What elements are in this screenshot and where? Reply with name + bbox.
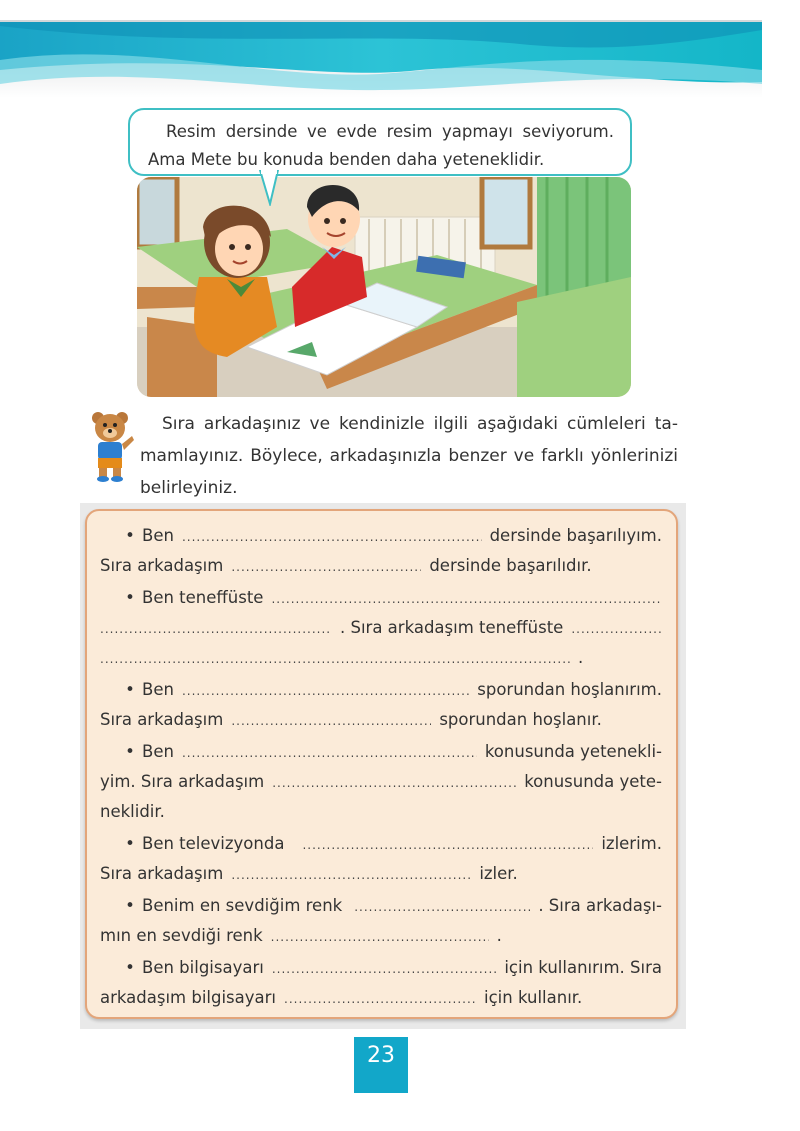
item-2-end: . xyxy=(578,648,584,667)
speech-bubble xyxy=(128,108,632,176)
exercise-line xyxy=(100,896,662,924)
fill-in-blank[interactable] xyxy=(271,592,662,606)
fill-in-blank[interactable] xyxy=(231,560,421,574)
item-4-start: Ben xyxy=(142,742,174,761)
item-4-line2-start: yim. Sıra arkadaşım xyxy=(100,772,265,791)
fill-in-blank[interactable] xyxy=(571,622,662,636)
exercise-line xyxy=(100,648,662,676)
exercise-line xyxy=(100,802,662,830)
instruction-line-2: mamlayınız. Böylece, arkadaşınızla benzer ve farklı yönlerinizi xyxy=(140,446,678,466)
exercise-line xyxy=(100,864,662,892)
item-5-end: izlerim. xyxy=(601,834,662,853)
exercise-line xyxy=(100,958,662,986)
instruction-line-1: Sıra arkadaşınız ve kendinizle ilgili aşağıdaki cümleleri ta- xyxy=(162,414,678,434)
page-number: 23 xyxy=(354,1037,408,1093)
fill-in-blank[interactable] xyxy=(271,930,489,944)
bullet: • xyxy=(125,526,135,545)
item-2-start: Ben teneffüste xyxy=(142,588,264,607)
exercise-line xyxy=(100,988,662,1016)
bullet: • xyxy=(125,588,135,607)
fill-in-blank[interactable] xyxy=(182,684,469,698)
item-7-line2-start: arkadaşım bilgisayarı xyxy=(100,988,277,1007)
item-7-start: Ben bilgisayarı xyxy=(142,958,264,977)
exercise-line xyxy=(100,680,662,708)
bullet: • xyxy=(125,896,135,915)
fill-in-blank[interactable] xyxy=(302,838,593,852)
item-1-end: dersinde başarılıyım. xyxy=(489,526,662,545)
item-3-line2-end: sporundan hoşlanır. xyxy=(439,710,602,729)
instruction-line-3: belirleyiniz. xyxy=(140,478,238,498)
fill-in-blank[interactable] xyxy=(354,900,530,914)
item-1-start: Ben xyxy=(142,526,174,545)
bullet: • xyxy=(125,834,135,853)
item-6-start: Benim en sevdiğim renk xyxy=(142,896,343,915)
exercise-line xyxy=(100,556,662,584)
item-1-line2-start: Sıra arkadaşım xyxy=(100,556,224,575)
instruction-text xyxy=(140,408,678,504)
exercise-line xyxy=(100,926,662,954)
item-2-middle: . Sıra arkadaşım teneffüste xyxy=(340,618,564,637)
bullet: • xyxy=(125,958,135,977)
item-3-start: Ben xyxy=(142,680,174,699)
speech-line-2: Ama Mete bu konuda benden daha yeteneklidir. xyxy=(148,150,545,169)
fill-in-blank[interactable] xyxy=(272,776,516,790)
exercise-line xyxy=(100,742,662,770)
classroom-illustration xyxy=(137,177,631,397)
exercise-line xyxy=(100,710,662,738)
fill-in-blank[interactable] xyxy=(100,622,332,636)
item-5-line2-start: Sıra arkadaşım xyxy=(100,864,224,883)
exercise-line xyxy=(100,526,662,554)
exercise-line xyxy=(100,588,662,616)
fill-in-blank[interactable] xyxy=(231,714,431,728)
exercise-line xyxy=(100,772,662,800)
item-4-end: konusunda yetenekli- xyxy=(484,742,662,761)
item-4-line3: neklidir. xyxy=(100,802,165,821)
item-4-line2-end: konusunda yete- xyxy=(524,772,662,791)
bear-mascot-icon xyxy=(86,410,136,482)
fill-in-blank[interactable] xyxy=(100,652,570,666)
item-3-end: sporundan hoşlanırım. xyxy=(477,680,662,699)
item-7-end: için kullanırım. Sıra xyxy=(504,958,662,977)
exercise-line xyxy=(100,834,662,862)
item-6-line2-start: mın en sevdiği renk xyxy=(100,926,263,945)
children-drawing-illustration xyxy=(137,177,631,397)
fill-in-blank[interactable] xyxy=(272,962,497,976)
item-5-start: Ben televizyonda xyxy=(142,834,285,853)
fill-in-blank[interactable] xyxy=(182,746,477,760)
fill-in-blank[interactable] xyxy=(231,868,471,882)
item-3-line2-start: Sıra arkadaşım xyxy=(100,710,224,729)
header-wave-band xyxy=(0,0,800,110)
fill-in-blank[interactable] xyxy=(182,530,482,544)
item-5-line2-end: izler. xyxy=(479,864,518,883)
speech-line-1: Resim dersinde ve evde resim yapmayı seviyorum. xyxy=(166,122,614,141)
item-1-line2-end: dersinde başarılıdır. xyxy=(429,556,592,575)
bullet: • xyxy=(125,742,135,761)
item-6-line2-end: . xyxy=(496,926,502,945)
item-6-end: . Sıra arkadaşı- xyxy=(538,896,662,915)
bullet: • xyxy=(125,680,135,699)
fill-in-blank[interactable] xyxy=(284,992,476,1006)
item-7-line2-end: için kullanır. xyxy=(484,988,583,1007)
exercise-line xyxy=(100,618,662,646)
speech-bubble-tail xyxy=(258,170,286,206)
